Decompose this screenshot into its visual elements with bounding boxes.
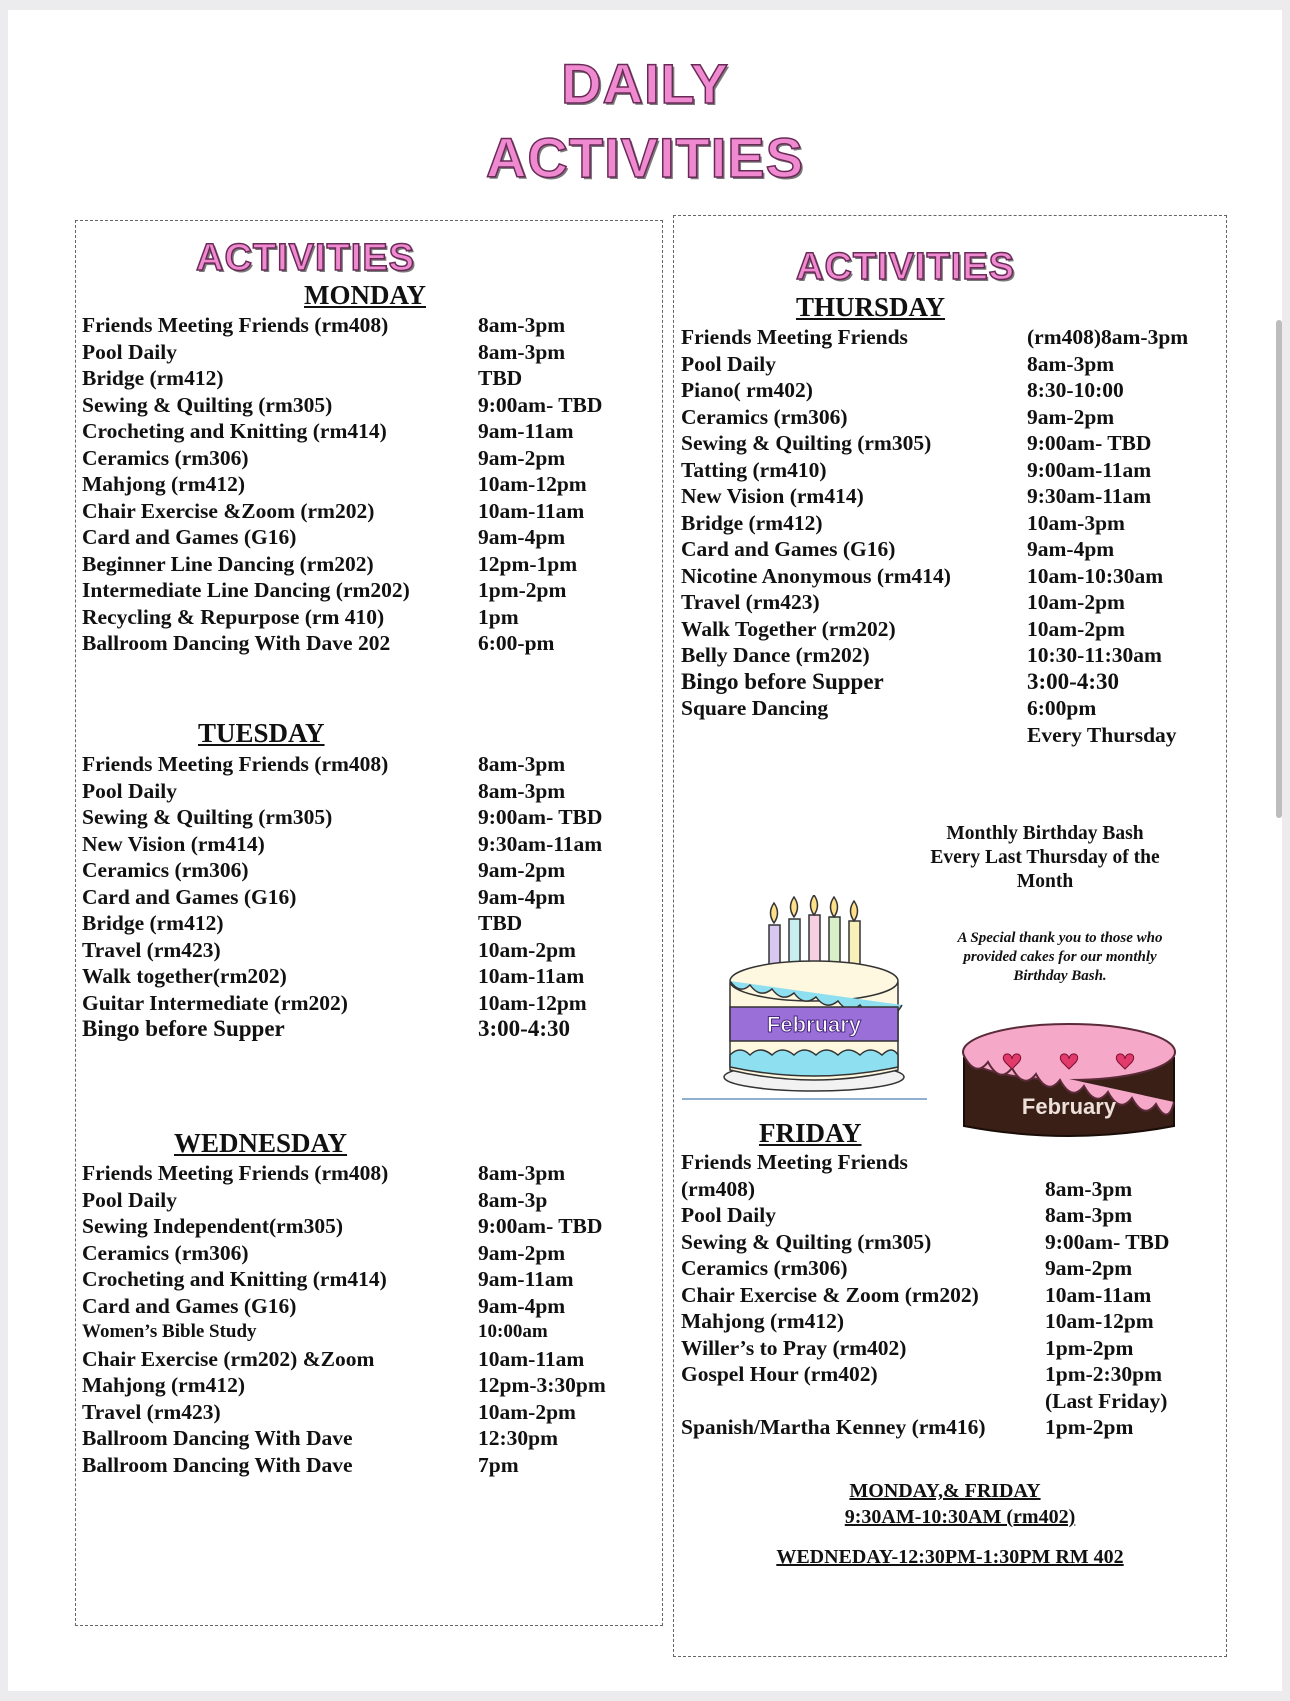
activity-time: 1pm-2pm (1045, 1335, 1134, 1360)
activity-row (681, 1282, 1221, 1309)
activity-row (82, 751, 652, 778)
activity-row (681, 536, 1221, 563)
activity-time: 9:00am- TBD (478, 392, 603, 417)
activity-name: Sewing & Quilting (rm305) (681, 1229, 932, 1254)
activity-time: 10am-11am (1045, 1282, 1152, 1307)
activity-time: 8am-3pm (1045, 1203, 1133, 1227)
activity-name: Crocheting and Knitting (rm414) (82, 1267, 387, 1291)
activity-time: 10am-2pm (1027, 616, 1125, 641)
activity-row (681, 1388, 1221, 1415)
activity-row (82, 524, 652, 551)
activity-row (82, 1266, 652, 1293)
activity-time: 9:30am-11am (1027, 484, 1152, 508)
activity-row (681, 1414, 1221, 1441)
activity-name: Ceramics (rm306) (681, 404, 848, 429)
activity-name: Pool Daily (82, 339, 177, 364)
activity-time: 10am-2pm (1027, 590, 1125, 614)
birthday-cake-candles-icon (722, 895, 906, 1093)
activity-time: 1pm-2pm (478, 578, 567, 602)
activity-time: 8am-3pm (478, 778, 566, 803)
activity-time: 9am-2pm (478, 858, 566, 882)
activity-time: 10am-11am (478, 1346, 585, 1371)
activity-time: 8am-3p (478, 1187, 548, 1212)
activity-row (681, 563, 1221, 590)
activity-row (681, 669, 1221, 696)
activity-name: New Vision (rm414) (681, 484, 864, 508)
activity-row (681, 1335, 1221, 1362)
activity-time: 9am-4pm (478, 525, 566, 549)
activity-row (82, 1346, 652, 1373)
activity-time: Every Thursday (1027, 722, 1177, 747)
activity-time: 9am-4pm (1027, 537, 1115, 561)
activity-row (82, 857, 652, 884)
activity-row (681, 377, 1221, 404)
activity-name: Card and Games (G16) (681, 537, 896, 561)
activity-name: Bridge (rm412) (82, 366, 224, 390)
activity-name: Ceramics (rm306) (82, 858, 249, 882)
activity-name: Pool Daily (681, 1203, 776, 1227)
wednesday-heading: WEDNESDAY (174, 1128, 348, 1158)
activity-row (681, 1308, 1221, 1335)
activity-time: 9am-4pm (478, 884, 566, 909)
activity-row (681, 351, 1221, 378)
activity-name: Friends Meeting Friends (681, 325, 908, 349)
activity-row (82, 1399, 652, 1426)
activity-name: Walk together(rm202) (82, 964, 287, 988)
activity-time: TBD (478, 911, 523, 935)
activity-row (681, 1361, 1221, 1388)
thank-you-note (935, 929, 1185, 986)
activity-name: Friends Meeting Friends (rm408) (82, 1161, 389, 1185)
activity-name: Pool Daily (82, 778, 177, 803)
title-activities: ACTIVITIES (485, 126, 805, 189)
activity-name: Sewing & Quilting (rm305) (82, 392, 333, 417)
activity-time: 10am-11am (478, 498, 585, 523)
activity-row (82, 963, 652, 990)
thanks-note-line: provided cakes for our monthly (963, 949, 1157, 965)
activity-row (82, 445, 652, 472)
activity-name: Belly Dance (rm202) (681, 643, 870, 667)
activity-name: Gospel Hour (rm402) (681, 1362, 878, 1386)
birthday-note-line: Month (1016, 871, 1074, 892)
activity-time: 7pm (478, 1452, 519, 1477)
activity-time: 8am-3pm (478, 1161, 566, 1185)
activity-name: Nicotine Anonymous (rm414) (681, 563, 951, 588)
activity-time: 9:30am-11am (478, 831, 603, 856)
activity-row (82, 1016, 652, 1043)
activity-name: Mahjong (rm412) (681, 1309, 845, 1333)
wednesday-time-note: WEDNEDAY-12:30PM-1:30PM RM 402 (776, 1546, 1124, 1568)
activity-name: Friends Meeting Friends (rm408) (82, 752, 389, 776)
left-activities-heading: ACTIVITIES (196, 237, 416, 279)
activity-name: Bridge (rm412) (681, 510, 823, 535)
activity-row (681, 722, 1221, 749)
activity-row (82, 831, 652, 858)
activity-name: Mahjong (rm412) (82, 472, 246, 496)
activity-row (82, 1160, 652, 1187)
activity-name: Chair Exercise & Zoom (rm202) (681, 1282, 979, 1307)
activity-name: Recycling & Repurpose (rm 410) (82, 604, 385, 629)
activity-name: Beginner Line Dancing (rm202) (82, 551, 374, 576)
activity-row (681, 430, 1221, 457)
activity-time: 8:30-10:00 (1027, 378, 1124, 402)
activity-time: 1pm-2pm (1045, 1415, 1134, 1439)
activity-row (681, 616, 1221, 643)
activity-time: 9am-2pm (478, 1240, 566, 1265)
chocolate-cake-icon (958, 1018, 1180, 1144)
activity-name: Pool Daily (681, 351, 776, 376)
activity-name: Intermediate Line Dancing (rm202) (82, 578, 410, 602)
activity-row (681, 1229, 1221, 1256)
activity-row (82, 418, 652, 445)
activity-time: 8am-3pm (1027, 351, 1115, 376)
tuesday-heading: TUESDAY (198, 718, 325, 748)
title-daily: DAILY (561, 52, 729, 115)
activity-row (82, 990, 652, 1017)
activity-name: Square Dancing (681, 696, 829, 720)
activity-name: Travel (rm423) (82, 937, 221, 962)
activity-row (82, 392, 652, 419)
activity-time: 9:00am- TBD (1045, 1229, 1170, 1254)
monday-friday-note: MONDAY,& FRIDAY (849, 1480, 1041, 1502)
activity-row (681, 589, 1221, 616)
activity-time: 10am-2pm (478, 1399, 576, 1424)
activity-row (82, 365, 652, 392)
friday-list (681, 1149, 1221, 1441)
activity-time: 9:00am- TBD (478, 1214, 603, 1238)
activity-name: Guitar Intermediate (rm202) (82, 990, 348, 1015)
activity-name: Card and Games (G16) (82, 1293, 297, 1318)
activity-time: (Last Friday) (1045, 1388, 1168, 1413)
activity-row (82, 577, 652, 604)
thanks-note-line: A Special thank you to those who (957, 930, 1163, 946)
activity-time: 8am-3pm (1045, 1176, 1133, 1201)
tuesday-list (82, 751, 652, 1043)
activity-name: Friends Meeting Friends (681, 1150, 908, 1174)
activity-time: 8am-3pm (478, 339, 566, 364)
activity-row (82, 884, 652, 911)
activity-row (681, 324, 1221, 351)
activity-name: Ballroom Dancing With Dave (82, 1452, 353, 1477)
birthday-bash-note (900, 822, 1190, 894)
thanks-note-line: Birthday Bash. (1013, 968, 1107, 984)
activity-name: Crocheting and Knitting (rm414) (82, 419, 387, 443)
activity-time: TBD (478, 366, 523, 390)
monday-friday-time-note: 9:30AM-10:30AM (rm402) (844, 1506, 1076, 1528)
activity-row (82, 1319, 652, 1346)
right-activities-heading: ACTIVITIES (796, 246, 1016, 288)
activity-name: Willer’s to Pray (rm402) (681, 1335, 907, 1360)
activity-name: Pool Daily (82, 1187, 177, 1212)
activity-name: Piano( rm402) (681, 378, 813, 402)
activity-name: Spanish/Martha Kenney (rm416) (681, 1415, 986, 1439)
activity-row (681, 1255, 1221, 1282)
activity-row (681, 695, 1221, 722)
activity-time: 9am-2pm (1045, 1256, 1133, 1280)
activity-row (82, 1240, 652, 1267)
activity-name: Sewing & Quilting (rm305) (82, 805, 333, 829)
activity-row (82, 778, 652, 805)
activity-time: 12:30pm (478, 1426, 559, 1450)
activity-time: 9:00am-11am (1027, 457, 1152, 482)
activity-time: 9:00am- TBD (1027, 431, 1152, 455)
monday-list (82, 312, 652, 657)
thursday-heading: THURSDAY (796, 292, 946, 322)
activity-name: Card and Games (G16) (82, 525, 297, 549)
cake1-label: February (766, 1012, 862, 1037)
activity-time: 9:00am- TBD (478, 805, 603, 829)
scrollbar[interactable] (1276, 320, 1282, 818)
activity-time: 10am-10:30am (1027, 563, 1164, 588)
activity-row (82, 1372, 652, 1399)
activity-row (681, 1202, 1221, 1229)
thursday-list (681, 324, 1221, 748)
activity-name: Bingo before Supper (82, 1016, 285, 1041)
activity-name: Friends Meeting Friends (rm408) (82, 313, 389, 337)
activity-time: 9am-11am (478, 419, 574, 443)
activity-name: Walk Together (rm202) (681, 616, 896, 641)
activity-name: Bridge (rm412) (82, 911, 224, 935)
activity-row (82, 1452, 652, 1479)
divider-line (682, 1098, 927, 1100)
activity-time: 10:30-11:30am (1027, 643, 1162, 667)
activity-row (82, 551, 652, 578)
activity-time: 8am-3pm (478, 313, 566, 337)
activity-name: New Vision (rm414) (82, 831, 265, 856)
activity-row (82, 1425, 652, 1452)
activity-row (681, 510, 1221, 537)
activity-time: 8am-3pm (478, 752, 566, 776)
activity-name: Sewing Independent(rm305) (82, 1214, 344, 1238)
activity-row (681, 404, 1221, 431)
activity-row (82, 804, 652, 831)
activity-name: Ballroom Dancing With Dave 202 (82, 631, 391, 655)
activity-time: 10am-2pm (478, 937, 576, 962)
activity-time: 6:00pm (1027, 696, 1097, 720)
wednesday-list (82, 1160, 652, 1478)
activity-name: Chair Exercise (rm202) &Zoom (82, 1346, 375, 1371)
activity-time: 9am-2pm (478, 445, 566, 470)
activity-time: 10am-12pm (478, 472, 587, 496)
activity-row (82, 937, 652, 964)
activity-row (681, 457, 1221, 484)
activity-time: 10am-12pm (478, 990, 587, 1015)
activity-row (82, 339, 652, 366)
activity-time: 12pm-3:30pm (478, 1373, 606, 1397)
activity-time: 9am-2pm (1027, 404, 1115, 429)
activity-row (82, 471, 652, 498)
activity-name: Ceramics (rm306) (681, 1256, 848, 1280)
activity-name: Ceramics (rm306) (82, 1240, 249, 1265)
activity-row (82, 1213, 652, 1240)
activity-time: 10:00am (478, 1321, 548, 1342)
activity-row (82, 1293, 652, 1320)
activity-row (82, 498, 652, 525)
activity-name: Travel (rm423) (82, 1399, 221, 1424)
monday-heading: MONDAY (304, 280, 427, 310)
activity-row (681, 483, 1221, 510)
activity-time: 3:00-4:30 (1027, 668, 1119, 694)
activity-time: 12pm-1pm (478, 551, 578, 576)
activity-time: 9am-4pm (478, 1293, 566, 1318)
activity-name: Mahjong (rm412) (82, 1373, 246, 1397)
activity-row (681, 642, 1221, 669)
cake2-label: February (1021, 1094, 1117, 1119)
activity-time: 6:00-pm (478, 631, 555, 655)
activity-time: 10am-3pm (1027, 510, 1125, 535)
activity-name: Tatting (rm410) (681, 457, 827, 482)
activity-row (681, 1149, 1221, 1176)
friday-heading: FRIDAY (759, 1118, 862, 1148)
activity-time: 9am-11am (478, 1267, 574, 1291)
activity-row (82, 910, 652, 937)
activity-name: (rm408) (681, 1176, 756, 1201)
activity-name: Travel (rm423) (681, 590, 820, 614)
activity-row (82, 604, 652, 631)
activity-name: Women’s Bible Study (82, 1321, 257, 1342)
activity-name: Bingo before Supper (681, 668, 884, 694)
activity-time: 1pm (478, 604, 519, 629)
activity-time: (rm408)8am-3pm (1027, 325, 1189, 349)
activity-time: 10am-11am (478, 964, 585, 988)
activity-time: 3:00-4:30 (478, 1016, 570, 1041)
activity-name: Ceramics (rm306) (82, 445, 249, 470)
activity-name: Chair Exercise &Zoom (rm202) (82, 498, 375, 523)
birthday-note-line: Monthly Birthday Bash (946, 823, 1144, 844)
birthday-note-line: Every Last Thursday of the (930, 847, 1160, 868)
activity-name: Card and Games (G16) (82, 884, 297, 909)
activity-row (82, 312, 652, 339)
activity-time: 10am-12pm (1045, 1309, 1154, 1333)
activity-row (681, 1176, 1221, 1203)
activity-time: 1pm-2:30pm (1045, 1362, 1163, 1386)
activity-name: Sewing & Quilting (rm305) (681, 431, 932, 455)
activity-name: Ballroom Dancing With Dave (82, 1426, 353, 1450)
activity-row (82, 630, 652, 657)
activity-row (82, 1187, 652, 1214)
